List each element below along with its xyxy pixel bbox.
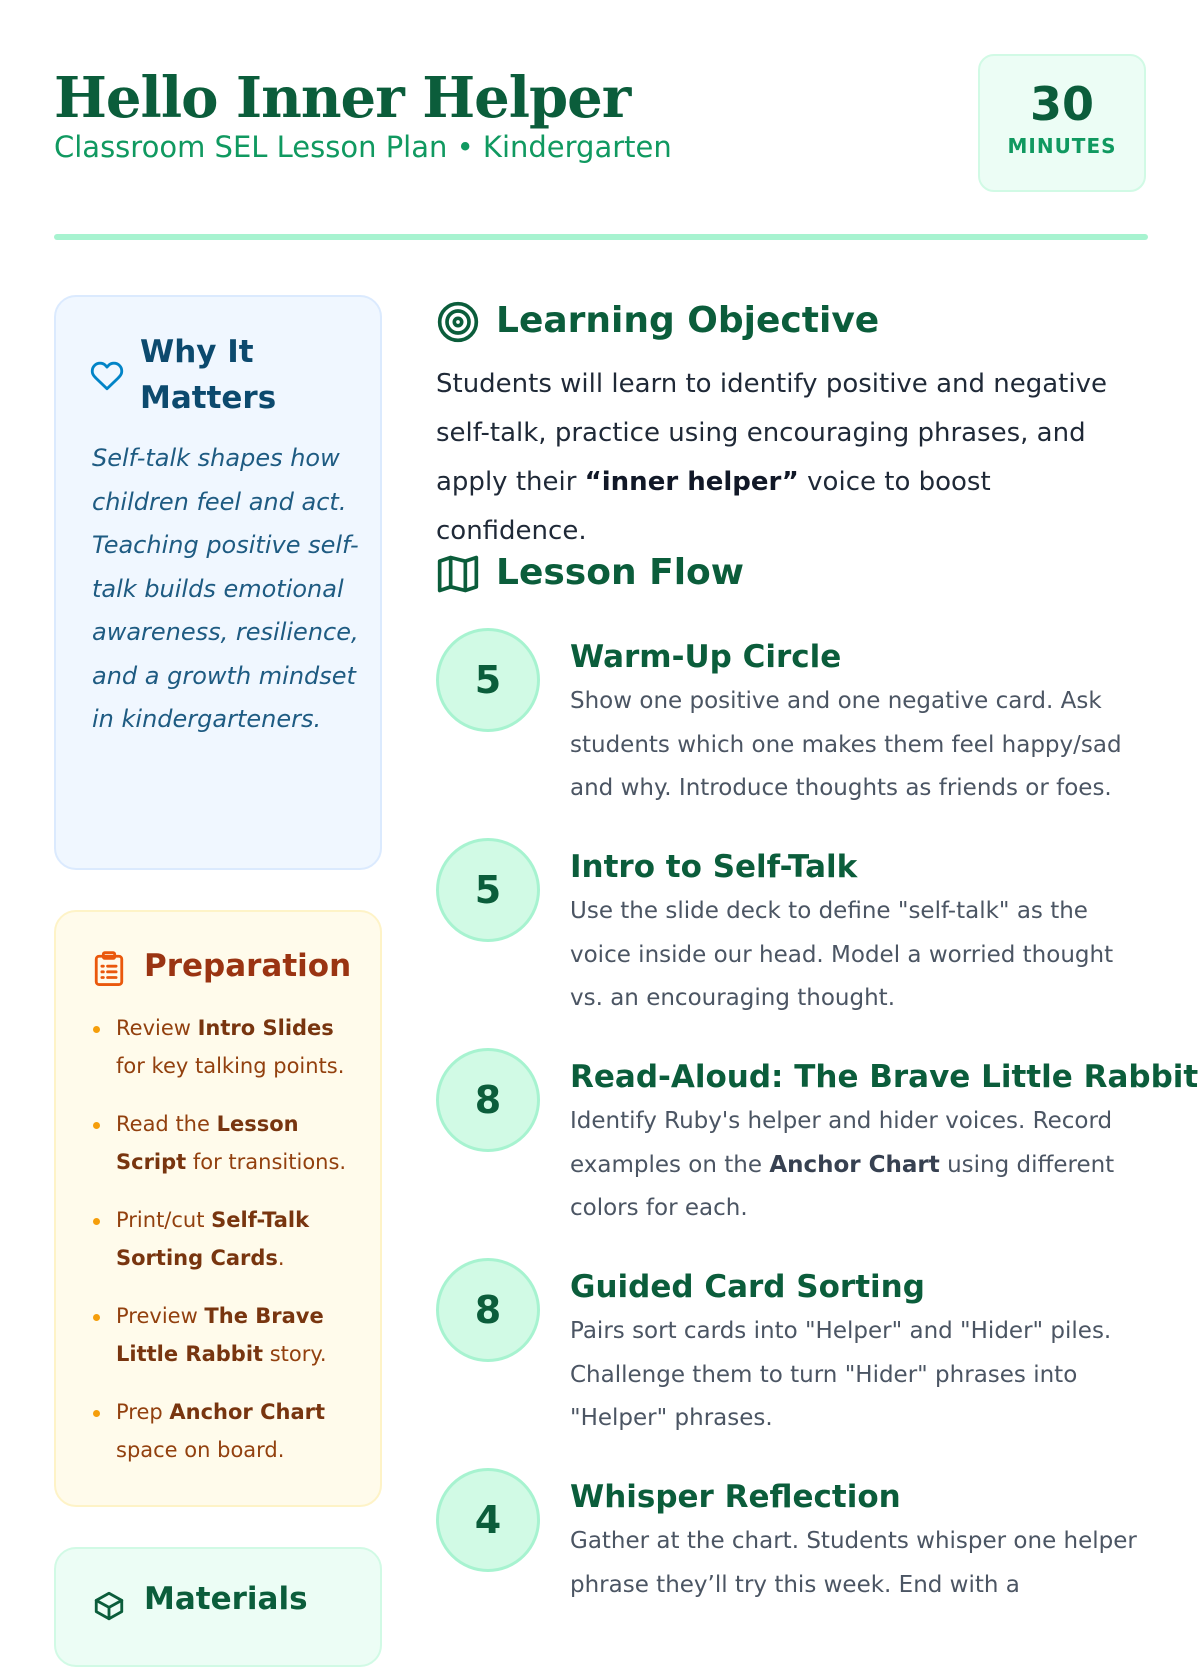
header-divider [54,234,1148,240]
materials-card [54,1547,382,1667]
list-item: Review Intro Slides for key talking points. [92,1009,362,1085]
step-title: Read-Aloud: The Brave Little Rabbit [570,1059,1199,1095]
step-description: Show one positive and one negative card. Ask students which one makes them feel happy/sad and why. Introduce thoughts as friends or foes. [570,688,1122,801]
target-icon [436,300,480,348]
step-description: Gather at the chart. Students whisper one helper phrase they’ll try this week. End with a [570,1528,1137,1598]
duration-unit: MINUTES [1007,134,1117,158]
materials-title: Materials [144,1581,308,1617]
step-description: Identify Ruby's helper and hider voices. Record examples on the Anchor Chart using different colors for each. [570,1108,1115,1221]
list-item: Prep Anchor Chart space on board. [92,1393,362,1469]
objective-title: Learning Objective [496,300,880,341]
list-item: Read the Lesson Script for transitions. [92,1105,362,1181]
step-minutes-badge: 8 [436,1258,540,1362]
step-title: Warm-Up Circle [570,639,842,675]
page-subtitle: Classroom SEL Lesson Plan • Kindergarten [54,130,672,164]
objective-text: Students will learn to identify positive and negative self-talk, practice using encouraging phrases, and apply their “inner helper” voice to boost confidence. [436,369,1107,546]
why-it-matters-card [54,295,382,870]
step-title: Whisper Reflection [570,1479,901,1515]
step-minutes-badge: 8 [436,1048,540,1152]
package-icon [92,1589,126,1627]
list-item: Preview The Brave Little Rabbit story. [92,1297,362,1373]
step-title: Guided Card Sorting [570,1269,925,1305]
duration-value: 30 [1029,77,1094,131]
why-it-matters-title: Why It Matters [140,334,277,416]
preparation-list [92,1009,362,1489]
list-item: Print/cut Self-Talk Sorting Cards. [92,1201,362,1277]
lesson-flow-title: Lesson Flow [496,552,745,593]
why-it-matters-text: Self-talk shapes how children feel and act. Teaching positive self-talk builds emotional awareness, resilience, and a growth mindset in kindergarteners. [92,444,359,733]
step-description: Use the slide deck to define "self-talk" as the voice inside our head. Model a worried thought vs. an encouraging thought. [570,898,1114,1011]
clipboard-icon [92,950,126,992]
step-title: Intro to Self-Talk [570,849,858,885]
page-title: Hello Inner Helper [54,65,631,131]
map-icon [436,552,480,600]
duration-badge [978,54,1146,192]
step-minutes-badge: 5 [436,628,540,732]
lesson-header [54,62,1146,198]
step-minutes-badge: 4 [436,1468,540,1572]
step-minutes-badge: 5 [436,838,540,942]
step-description: Pairs sort cards into "Helper" and "Hider" piles. Challenge them to turn "Hider" phrases into "Helper" phrases. [570,1318,1112,1431]
heart-icon [90,359,124,397]
preparation-title: Preparation [144,948,352,984]
preparation-card [54,910,382,1507]
